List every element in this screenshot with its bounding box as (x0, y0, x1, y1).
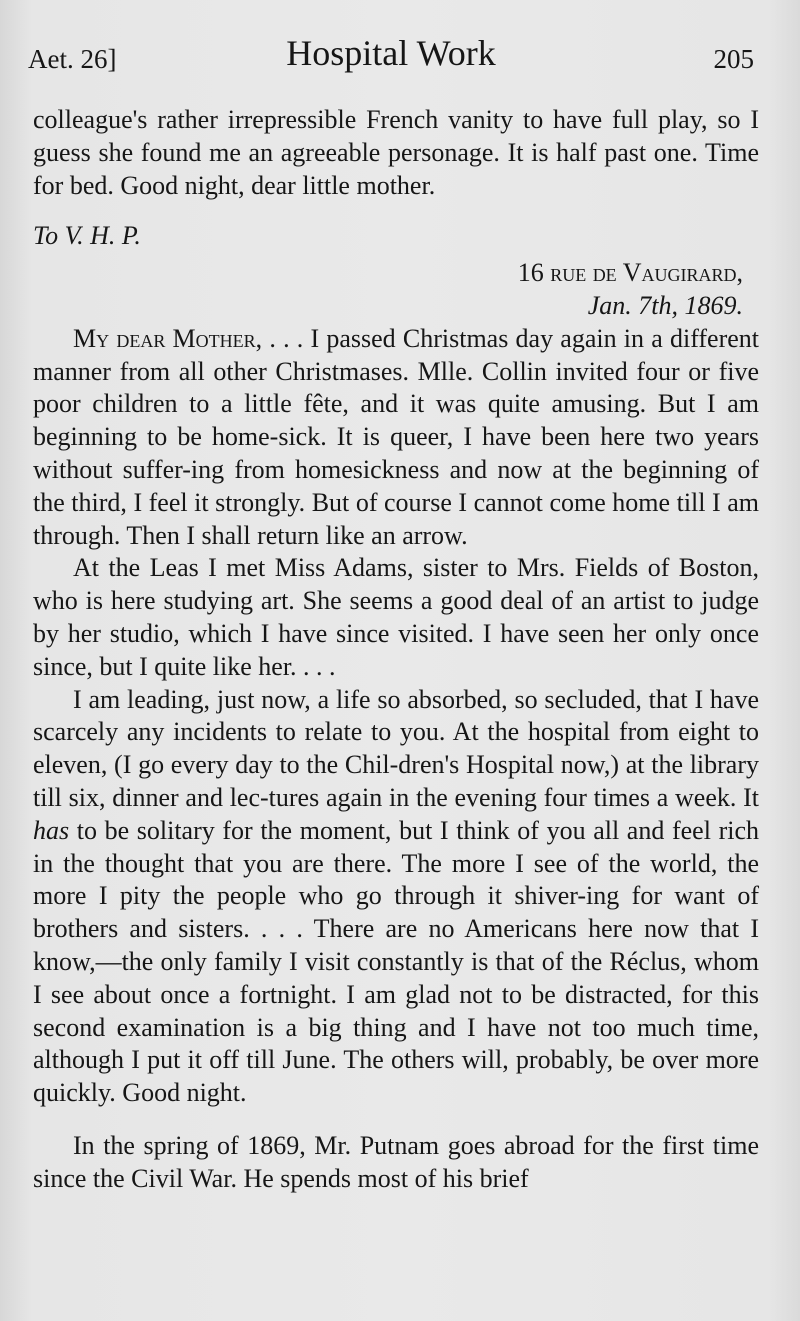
page-body (33, 104, 759, 1196)
letter-paragraph-3 (33, 684, 759, 1110)
running-header (28, 30, 754, 76)
narrative-paragraph: In the spring of 1869, Mr. Putnam goes abroad for the first time since the Civil War. He spends most of his brief (33, 1130, 759, 1193)
letter-paragraph-2: At the Leas I met Miss Adams, sister to Mrs. Fields of Boston, who is here studying art. She seems a good deal of an artist to judge by her studio, which I have since visited. I have seen her only once since, but I quite like her. . . . (33, 553, 759, 681)
letter-paragraph-1-text: . . . I passed Christmas day again in a different manner from all other Christmases. Mlle. Collin invited four or five poor children to a little fête, and it was quite amusing. But I am beginning to be home-sick. It is queer, I have been here two years without suffer-ing from homesickness and now at the beginning of the third, I feel it strongly. But of course I cannot come home till I am through. Then I shall return like an arrow. (33, 323, 760, 550)
letter-paragraph-3-part-b: to be solitary for the moment, but I think of you all and feel rich in the thought that you are there. The more I see of the world, the more I pity the people who go through it shiver-ing for want of brothers and sisters. . . . There are no Americans here now that I know,—the only family I visit constantly is that of the Réclus, whom I see about once a fortnight. I am glad not to be distracted, for this second examination is a big thing and I have not too much time, although I put it off till June. The others will, probably, be over more quickly. Good night. (33, 815, 759, 1108)
letter-paragraph-3-emphasis: has (33, 815, 70, 845)
letter-paragraph-1 (33, 323, 759, 553)
letter-paragraph-3-part-a: I am leading, just now, a life so absorbed, so secluded, that I have scarcely any incidents to relate to you. At the hospital from eight to eleven, (I go every day to the Chil-dren's Hospital now,) at the library till six, dinner and lec-tures again in the evening four times a week. It (33, 684, 759, 812)
paragraph-continuation: colleague's rather irrepressible French vanity to have full play, so I guess she found me an agreeable personage. It is half past one. Time for bed. Good night, dear little mother. (33, 105, 759, 200)
page-number: 205 (713, 44, 754, 74)
header-title: Hospital Work (286, 33, 496, 73)
letter-addressee: To V. H. P. (33, 221, 141, 251)
letter-address (33, 257, 759, 323)
letter-date: Jan. 7th, 1869. (587, 290, 743, 320)
letter-salutation: My dear Mother, (73, 323, 263, 353)
header-age-note: Aet. 26] (28, 44, 117, 74)
letter-address-line: 16 rue de Vaugirard, (517, 258, 743, 288)
